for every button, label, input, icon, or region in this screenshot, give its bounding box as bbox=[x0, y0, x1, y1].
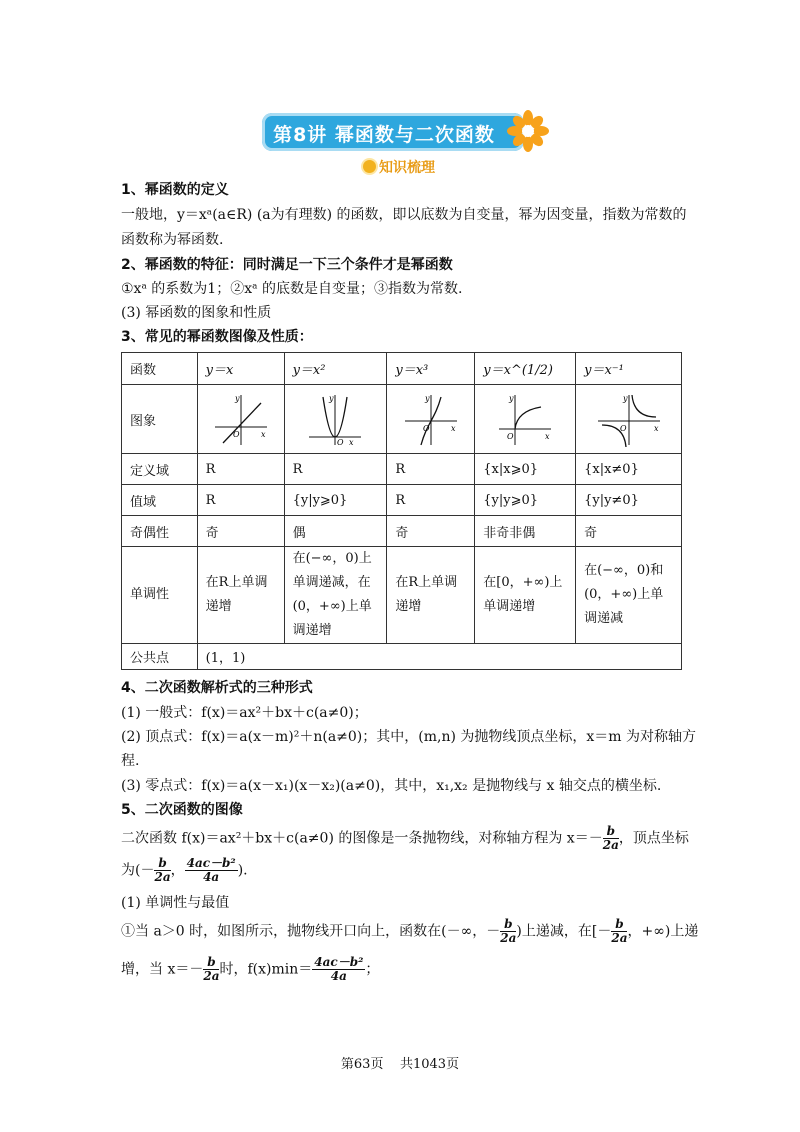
table-cell: 奇 bbox=[197, 516, 284, 547]
table-cell: 奇偶性 bbox=[122, 516, 198, 547]
table-cell: 偶 bbox=[284, 516, 387, 547]
table-cell: 奇 bbox=[387, 516, 475, 547]
flower-icon bbox=[506, 109, 550, 153]
graph-cell bbox=[387, 385, 475, 454]
graph-y-eq-x2 bbox=[305, 391, 365, 447]
graph-origin-label: O bbox=[232, 430, 240, 439]
page-number: 第63页 bbox=[340, 1057, 384, 1072]
fraction: $\frac{\text{4ac－b²}}{4a}$ bbox=[186, 856, 236, 884]
table-cell: 图象 bbox=[122, 385, 198, 454]
graph-y-eq-sqrt-x bbox=[495, 391, 555, 447]
table-cell: 定义域 bbox=[122, 454, 198, 485]
svg-text:O: O bbox=[422, 424, 430, 433]
table-cell: y＝x² bbox=[284, 353, 387, 385]
table-cell: {y|y⩾0} bbox=[475, 485, 576, 516]
svg-text:x: x bbox=[450, 424, 456, 433]
graph-cell bbox=[284, 385, 387, 454]
lesson-title-banner bbox=[262, 113, 524, 151]
case-1-line-2: 增，当 x＝－ $\frac{b}{2a}$ 时，f(x)min＝ $\frac{\text{4ac－b²}}{4a}$ ； bbox=[121, 955, 380, 983]
table-cell: y＝x³ bbox=[387, 353, 475, 385]
table-row bbox=[122, 353, 682, 385]
fraction: $\frac{b}{2a}$ bbox=[500, 917, 517, 945]
graph-x-label: x bbox=[260, 430, 266, 439]
table-cell: 值域 bbox=[122, 485, 198, 516]
sub1-title: (1) 单调性与最值 bbox=[121, 895, 230, 911]
s2-sub: (3) 幂函数的图象和性质 bbox=[121, 305, 272, 321]
table-cell: y＝x⁻¹ bbox=[576, 353, 682, 385]
s1-title: 1、幂函数的定义 bbox=[121, 182, 229, 198]
table-cell: 在(−∞，0)和(0，+∞)上单调递减 bbox=[576, 547, 682, 644]
s5-line-2: 为(－ $\frac{b}{2a}$ ， $\frac{\text{4ac－b²}}{4a}$ ). bbox=[121, 856, 248, 884]
subheading-label: 知识梳理 bbox=[379, 160, 435, 176]
svg-text:y: y bbox=[509, 394, 514, 403]
fraction: $\frac{b}{2a}$ bbox=[203, 955, 220, 983]
graph-cell bbox=[475, 385, 576, 454]
s4-title: 4、二次函数解析式的三种形式 bbox=[121, 680, 313, 696]
table-cell: 非奇非偶 bbox=[475, 516, 576, 547]
s4-general-form: (1) 一般式：f(x)＝ax²＋bx＋c(a≠0)； bbox=[121, 705, 368, 721]
table-row bbox=[122, 516, 682, 547]
table-cell: 在R上单调递增 bbox=[387, 547, 475, 644]
page-total: 共1043页 bbox=[399, 1057, 460, 1072]
graph-y-eq-inv-x bbox=[594, 391, 664, 447]
graph-y-eq-x bbox=[211, 391, 271, 447]
table-cell: 函数 bbox=[122, 353, 198, 385]
svg-text:O: O bbox=[619, 424, 627, 433]
s4-zero-form: (3) 零点式：f(x)＝a(x－x₁)(x－x₂)(a≠0)，其中，x₁,x₂ 是抛物线与 x 轴交点的横坐标. bbox=[121, 778, 662, 794]
table-cell: 公共点 bbox=[122, 644, 198, 670]
lesson-title: 第8讲 幂函数与二次函数 bbox=[273, 124, 495, 146]
table-row bbox=[122, 547, 682, 644]
s2-body: ①xᵃ 的系数为1；②xᵃ 的底数是自变量；③指数为常数. bbox=[121, 281, 463, 297]
s2-title: 2、幂函数的特征：同时满足一下三个条件才是幂函数 bbox=[121, 257, 453, 273]
svg-text:O: O bbox=[507, 432, 514, 441]
svg-text:y: y bbox=[329, 394, 334, 403]
table-cell: y＝x^(1/2) bbox=[475, 353, 576, 385]
graph-y-label: y bbox=[234, 394, 240, 403]
table-cell: 在[0，+∞)上单调递增 bbox=[475, 547, 576, 644]
table-row bbox=[122, 385, 682, 454]
section-subheading bbox=[363, 157, 435, 179]
graph-cell bbox=[576, 385, 682, 454]
svg-text:O: O bbox=[337, 438, 345, 447]
table-cell: R bbox=[197, 454, 284, 485]
table-cell: y＝x bbox=[197, 353, 284, 385]
power-function-table bbox=[121, 352, 682, 670]
table-cell: (1，1) bbox=[197, 644, 681, 670]
graph-cell bbox=[197, 385, 284, 454]
table-cell: R bbox=[387, 485, 475, 516]
svg-text:x: x bbox=[545, 432, 550, 441]
table-row bbox=[122, 485, 682, 516]
fraction: $\frac{b}{2a}$ bbox=[611, 917, 628, 945]
table-cell: 在R上单调递增 bbox=[197, 547, 284, 644]
svg-text:y: y bbox=[622, 394, 628, 403]
gear-icon bbox=[363, 160, 376, 173]
table-cell: 单调性 bbox=[122, 547, 198, 644]
table-cell: {y|y⩾0} bbox=[284, 485, 387, 516]
s1-body-1: 一般地，y＝xᵃ(a∈R) (a为有理数) 的函数，即以底数为自变量，幂为因变量，指数为常数的 bbox=[121, 207, 687, 223]
table-cell: {y|y≠0} bbox=[576, 485, 682, 516]
s5-line-1: 二次函数 f(x)＝ax²＋bx＋c(a≠0) 的图像是一条抛物线，对称轴方程为 x＝－ $\frac{b}{2a}$ ，顶点坐标 bbox=[121, 824, 689, 852]
table-cell: {x|x≠0} bbox=[576, 454, 682, 485]
table-cell: {x|x⩾0} bbox=[475, 454, 576, 485]
table-cell: 奇 bbox=[576, 516, 682, 547]
fraction: $\frac{b}{2a}$ bbox=[154, 856, 171, 884]
fraction: $\frac{b}{2a}$ bbox=[602, 824, 619, 852]
s4-vertex-form: (2) 顶点式：f(x)＝a(x－m)²＋n(a≠0)；其中，(m,n) 为抛物线顶点坐标，x＝m 为对称轴方 bbox=[121, 729, 696, 745]
s3-title: 3、常见的幂函数图像及性质： bbox=[121, 329, 313, 345]
table-cell: R bbox=[387, 454, 475, 485]
table-cell: 在(−∞，0)上单调递减，在(0，+∞)上单调递增 bbox=[284, 547, 387, 644]
s1-body-2: 函数称为幂函数. bbox=[121, 232, 224, 248]
page-footer bbox=[0, 1053, 800, 1072]
svg-text:x: x bbox=[653, 424, 659, 433]
case-1-line-1: ①当 a＞0 时，如图所示，抛物线开口向上，函数在(－∞，－ $\frac{b}{2a}$ )上递减，在[－ $\frac{b}{2a}$ ，+∞)上递 bbox=[121, 917, 699, 945]
table-cell: R bbox=[284, 454, 387, 485]
svg-text:x: x bbox=[349, 438, 354, 447]
table-cell: R bbox=[197, 485, 284, 516]
s4-vertex-form-cont: 程. bbox=[121, 753, 140, 769]
fraction: $\frac{\text{4ac－b²}}{4a}$ bbox=[314, 955, 364, 983]
svg-text:y: y bbox=[424, 394, 430, 403]
table-row bbox=[122, 454, 682, 485]
graph-y-eq-x3 bbox=[401, 391, 461, 447]
table-row bbox=[122, 644, 682, 670]
s5-title: 5、二次函数的图像 bbox=[121, 802, 243, 818]
